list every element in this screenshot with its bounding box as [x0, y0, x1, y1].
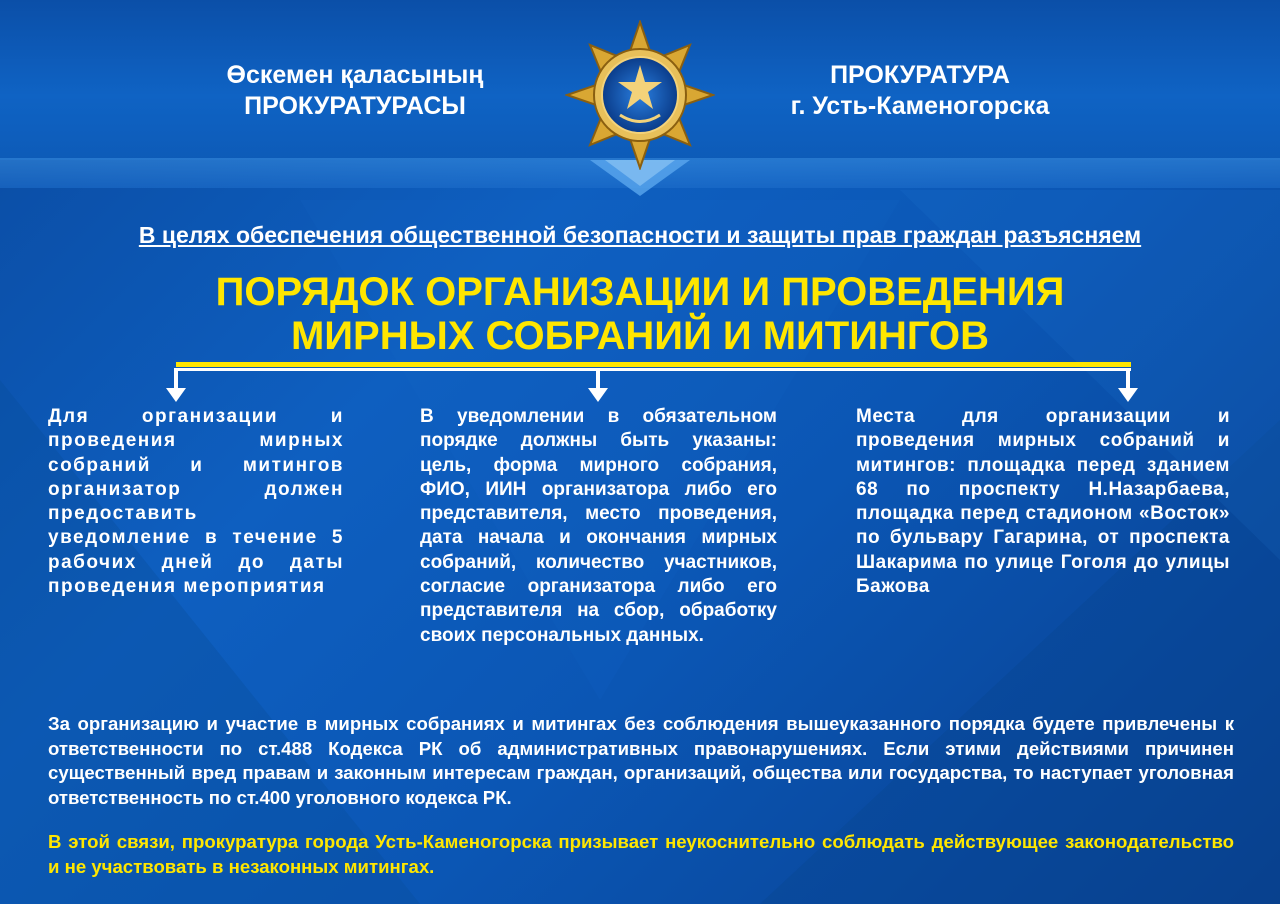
title-connector-lines [160, 358, 1140, 408]
info-column-notification: В уведомлении в обязательном порядке должны быть указаны: цель, форма мирного собрания, ФИО, ИИН организатора либо его представителя, место проведения, дата начала и окончания мирных собраний, количество участников, согласие организатора либо его представителя на сбор, обработку своих персональных данных. [420, 406, 777, 646]
title-line2: МИРНЫХ СОБРАНИЙ И МИТИНГОВ [290, 314, 990, 358]
header-right-title [740, 60, 1100, 122]
header-left-line1: Өскемен қаласының [226, 61, 484, 89]
header-right-line1: ПРОКУРАТУРА [830, 61, 1010, 89]
header-left-line2: ПРОКУРАТУРАСЫ [244, 92, 466, 120]
prosecutor-emblem-icon [565, 20, 715, 170]
info-column-organizer: Для организации и проведения мирных собраний и митингов организатор должен предоставить уведомление в течение 5 рабочих дней до даты проведения мероприятия [48, 406, 344, 598]
page-title [0, 270, 1280, 358]
title-line1: ПОРЯДОК ОРГАНИЗАЦИИ И ПРОВЕДЕНИЯ [215, 270, 1065, 314]
info-column-locations: Места для организации и проведения мирных собраний и митингов: площадка перед зданием 68 по проспекту Н.Назарбаева, площадка перед стадионом «Восток» по бульвару Гагарина, от проспекта Шакарима по улице Гоголя до улицы Бажова [856, 406, 1230, 598]
liability-paragraph: За организацию и участие в мирных собраниях и митингах без соблюдения вышеуказанного порядка будете привлечены к ответственности по ст.488 Кодекса РК об административных правонарушениях. Если этими действиями причинен существенный вред правам и законным интересам граждан, организаций, общества или государства, то наступает уголовная ответственность по ст.400 уголовного кодекса РК. [48, 713, 1234, 808]
header-right-line2: г. Усть-Каменогорска [790, 92, 1050, 120]
appeal-paragraph: В этой связи, прокуратура города Усть-Каменогорска призывает неукоснительно соблюдать действующее законодательство и не участвовать в незаконных митингах. [48, 831, 1234, 877]
header-left-title [170, 60, 540, 122]
intro-text: В целях обеспечения общественной безопасности и защиты прав граждан разъясняем [138, 222, 1142, 248]
